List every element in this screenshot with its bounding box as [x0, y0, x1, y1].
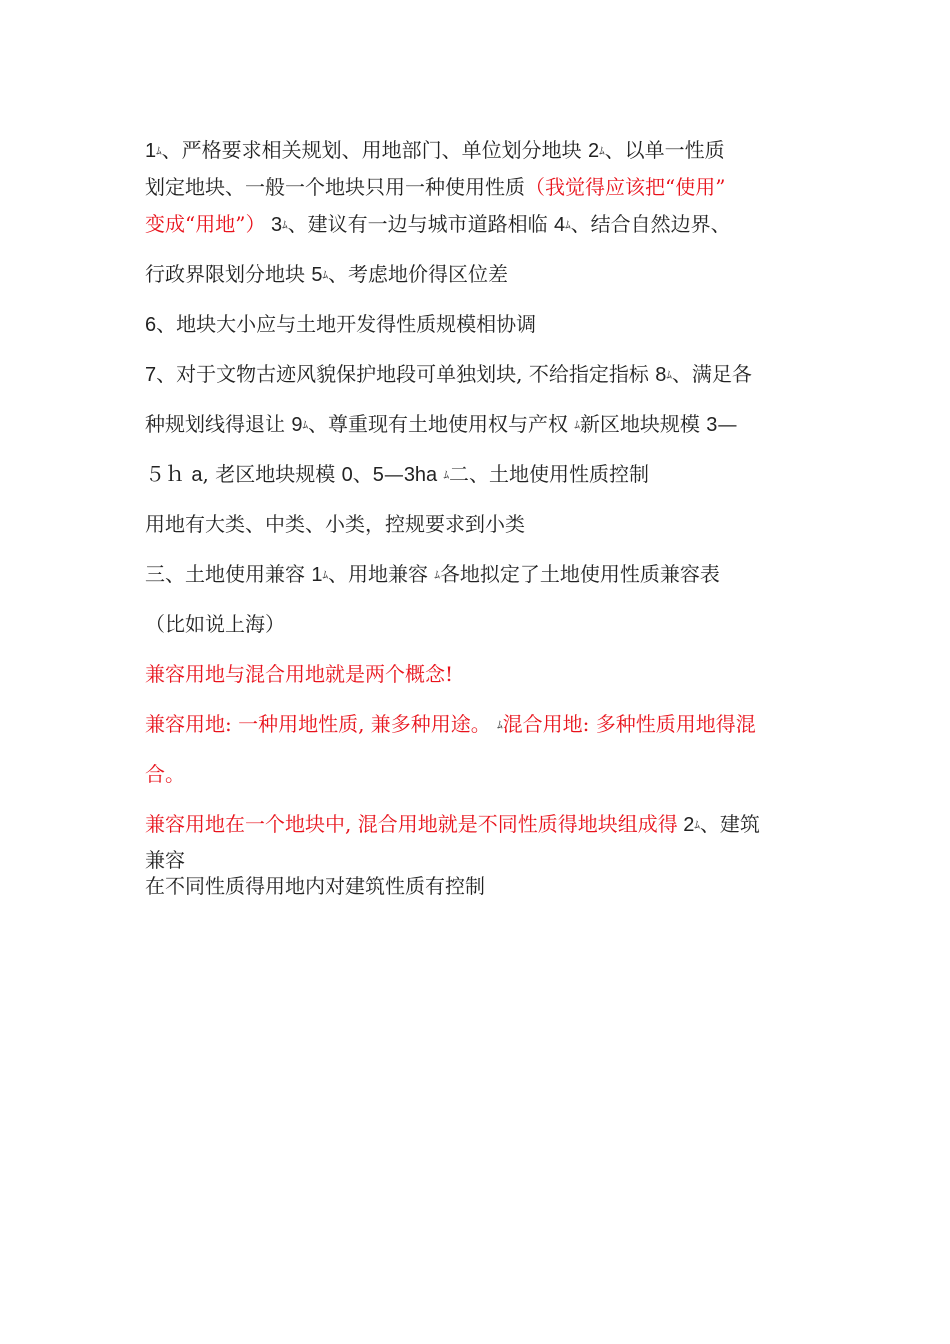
text-segment: 、用地兼容: [327, 562, 435, 586]
text-segment: 0: [341, 464, 353, 486]
text-line-7: [145, 412, 825, 438]
text-segment: 、考虑地价得区位差: [327, 262, 508, 286]
text-segment: （我觉得应该把“使用”: [525, 175, 726, 199]
text-segment: ﾑ: [156, 144, 162, 158]
text-segment: ﾑ: [443, 468, 450, 482]
text-segment: 划定地块、一般一个地块只用一种使用性质: [145, 175, 525, 199]
text-line-8: [145, 462, 825, 488]
text-segment: ﾑ: [666, 368, 672, 382]
text-segment: 6: [145, 314, 157, 336]
text-segment: 行政界限划分地块: [145, 262, 312, 286]
text-segment: 1: [145, 140, 157, 162]
text-segment: 种规划线得退让: [145, 412, 292, 436]
text-segment: 新区地块规模: [579, 412, 707, 436]
text-segment: ﾑ: [574, 418, 580, 432]
text-segment: —: [717, 412, 738, 436]
text-line-13: [145, 712, 825, 738]
text-segment: 3ha: [403, 464, 438, 486]
text-line-17: [145, 874, 825, 898]
text-segment: 、尊重现有土地使用权与产权: [307, 412, 575, 436]
text-segment: 、对于文物古迹风貌保护地段可单独划块, 不给指定指标: [156, 362, 656, 386]
text-segment: 各地拟定了土地使用性质兼容表: [439, 562, 720, 586]
text-segment: 7: [145, 364, 157, 386]
text-segment: 、满足各: [671, 362, 752, 386]
text-segment: 在不同性质得用地内对建筑性质有控制: [145, 874, 485, 898]
text-segment: 3: [265, 214, 283, 236]
text-segment: 用地有大类、中类、小类，控规要求到小类: [145, 512, 525, 536]
text-segment: ﾑ: [434, 568, 440, 582]
text-segment: ﾑ: [565, 218, 571, 232]
text-segment: 兼容用地在一个地块中, 混合用地就是不同性质得地块组成得: [145, 812, 678, 836]
text-segment: 2: [677, 814, 695, 836]
text-segment: 2: [587, 140, 600, 162]
text-line-5: [145, 312, 825, 337]
text-segment: ５ｈ: [145, 462, 192, 486]
text-segment: 、: [352, 462, 373, 486]
text-segment: 、建议有一边与城市道路相临: [287, 212, 554, 236]
text-segment: 三、土地使用兼容: [145, 562, 312, 586]
text-segment: ﾑ: [322, 268, 328, 282]
text-line-2: [145, 175, 825, 199]
text-segment: 、建筑: [699, 812, 760, 836]
text-segment: 4: [554, 214, 566, 236]
text-segment: ﾑ: [497, 718, 503, 732]
text-line-11: [145, 612, 825, 636]
text-line-10: [145, 562, 825, 588]
text-segment: —: [383, 462, 404, 486]
text-segment: 5: [311, 264, 323, 286]
text-segment: 兼容: [145, 848, 185, 872]
text-segment: 变成“用地”）: [145, 212, 266, 236]
text-line-12: [145, 662, 825, 686]
text-segment: 兼容用地与混合用地就是两个概念!: [145, 662, 454, 686]
text-segment: ﾑ: [302, 418, 308, 432]
text-line-3: [145, 212, 825, 238]
text-segment: 二、土地使用性质控制: [449, 462, 650, 486]
text-segment: 合。: [145, 762, 185, 786]
text-segment: 8: [655, 364, 667, 386]
text-segment: （比如说上海）: [145, 612, 285, 636]
text-segment: 、以单一性质: [604, 138, 725, 162]
text-segment: 、严格要求相关规划、用地部门、单位划分地块: [161, 138, 588, 162]
text-segment: 5: [372, 464, 384, 486]
text-segment: 、地块大小应与土地开发得性质规模相协调: [156, 312, 537, 336]
text-segment: 兼容用地: 一种用地性质, 兼多种用途。: [145, 712, 498, 736]
text-segment: 3: [706, 414, 718, 436]
text-segment: 、结合自然边界、: [570, 212, 731, 236]
text-segment: ﾑ: [694, 818, 700, 832]
text-segment: 9: [291, 414, 303, 436]
text-line-6: [145, 362, 825, 388]
text-segment: 1: [311, 564, 323, 586]
text-segment: ﾑ: [599, 144, 605, 158]
text-segment: ﾑ: [322, 568, 328, 582]
text-line-4: [145, 262, 825, 288]
text-line-1: [145, 138, 825, 164]
text-line-9: [145, 512, 825, 536]
text-segment: ﾑ: [282, 218, 288, 232]
text-segment: 混合用地: 多种性质用地得混: [502, 712, 756, 736]
text-line-16: [145, 848, 825, 872]
text-segment: , 老区地块规模: [202, 462, 342, 486]
text-segment: a: [191, 464, 203, 486]
text-line-14: [145, 762, 825, 786]
text-line-15: [145, 812, 825, 838]
